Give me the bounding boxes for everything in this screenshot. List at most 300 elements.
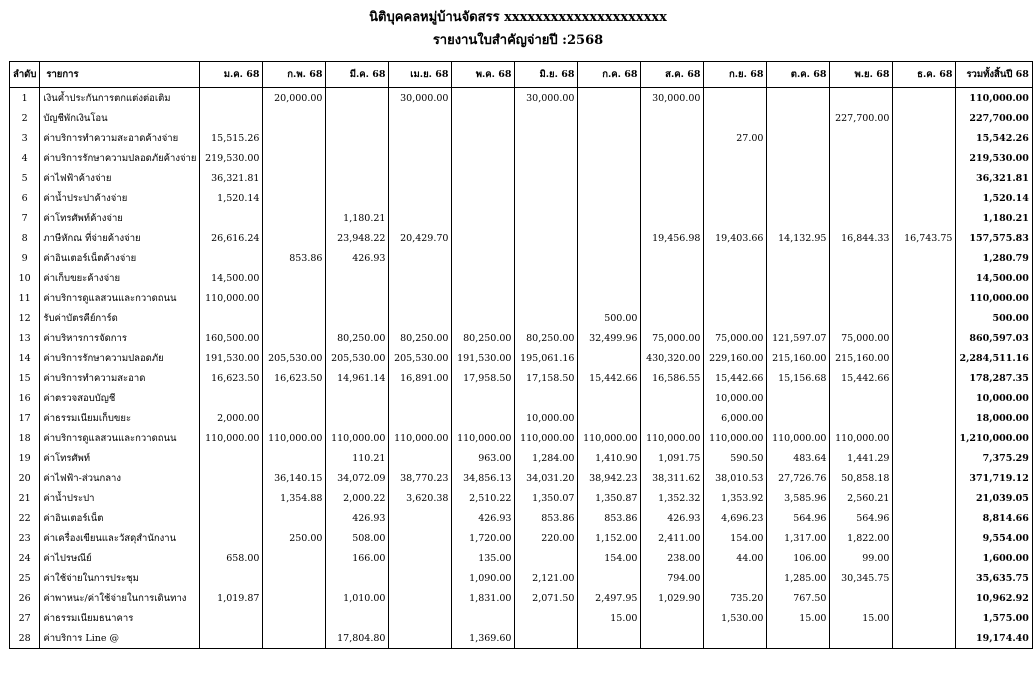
month-amount-cell (704, 208, 767, 228)
month-amount-cell (641, 408, 704, 428)
row-item-name: ค่าบริหารการจัดการ (40, 328, 200, 348)
month-amount-cell: 1,352.32 (641, 488, 704, 508)
row-item-name: ค่าไฟฟ้า-ส่วนกลาง (40, 468, 200, 488)
month-amount-cell (263, 288, 326, 308)
month-amount-cell (263, 308, 326, 328)
month-amount-cell: 1,152.00 (578, 528, 641, 548)
month-amount-cell: 110,000.00 (767, 428, 830, 448)
month-amount-cell (893, 368, 956, 388)
month-amount-cell (893, 388, 956, 408)
month-amount-cell (263, 588, 326, 608)
month-amount-cell (578, 188, 641, 208)
row-number: 15 (10, 368, 40, 388)
month-amount-cell (515, 548, 578, 568)
month-amount-cell: 15.00 (767, 608, 830, 628)
month-amount-cell: 16,586.55 (641, 368, 704, 388)
month-amount-cell: 238.00 (641, 548, 704, 568)
column-header-month: พ.ย. 68 (830, 62, 893, 88)
month-amount-cell (200, 568, 263, 588)
month-amount-cell (263, 208, 326, 228)
month-amount-cell (893, 568, 956, 588)
month-amount-cell (704, 88, 767, 109)
month-amount-cell: 16,623.50 (263, 368, 326, 388)
month-amount-cell (515, 228, 578, 248)
row-item-name: ค่าบริการดูแลสวนและกวาดถนน (40, 428, 200, 448)
month-amount-cell (200, 448, 263, 468)
month-amount-cell: 2,000.00 (200, 408, 263, 428)
row-item-name: ค่าน้ำประปาค้างจ่าย (40, 188, 200, 208)
month-amount-cell: 106.00 (767, 548, 830, 568)
table-row (10, 588, 1033, 608)
month-amount-cell (767, 248, 830, 268)
month-amount-cell (263, 328, 326, 348)
row-number: 20 (10, 468, 40, 488)
table-row (10, 148, 1033, 168)
month-amount-cell (452, 168, 515, 188)
month-amount-cell: 853.86 (263, 248, 326, 268)
month-amount-cell: 75,000.00 (641, 328, 704, 348)
month-amount-cell: 75,000.00 (830, 328, 893, 348)
column-header-no: ลำดับ (10, 62, 40, 88)
month-amount-cell (893, 608, 956, 628)
table-row (10, 448, 1033, 468)
row-item-name: ภาษีหักณ ที่จ่ายค้างจ่าย (40, 228, 200, 248)
row-item-name: ค่าน้ำประปา (40, 488, 200, 508)
month-amount-cell (578, 248, 641, 268)
month-amount-cell: 30,000.00 (641, 88, 704, 109)
month-amount-cell (200, 608, 263, 628)
row-total-cell: 219,530.00 (956, 148, 1032, 168)
month-amount-cell: 15,442.66 (704, 368, 767, 388)
month-amount-cell (641, 168, 704, 188)
month-amount-cell: 205,530.00 (263, 348, 326, 368)
month-amount-cell: 15,442.66 (578, 368, 641, 388)
month-amount-cell (263, 108, 326, 128)
row-item-name: บัญชีพักเงินโอน (40, 108, 200, 128)
month-amount-cell (893, 128, 956, 148)
expense-report-table (9, 61, 1033, 649)
row-total-cell: 227,700.00 (956, 108, 1032, 128)
month-amount-cell (578, 388, 641, 408)
month-amount-cell (578, 228, 641, 248)
month-amount-cell (641, 608, 704, 628)
month-amount-cell (767, 268, 830, 288)
row-item-name: ค่าไฟฟ้าค้างจ่าย (40, 168, 200, 188)
month-amount-cell (641, 268, 704, 288)
month-amount-cell: 658.00 (200, 548, 263, 568)
month-amount-cell: 205,530.00 (326, 348, 389, 368)
month-amount-cell (578, 108, 641, 128)
row-item-name: ค่าธรรมเนียมธนาคาร (40, 608, 200, 628)
month-amount-cell: 219,530.00 (200, 148, 263, 168)
row-total-cell: 157,575.83 (956, 228, 1032, 248)
month-amount-cell (767, 308, 830, 328)
month-amount-cell (200, 88, 263, 109)
month-amount-cell (263, 628, 326, 649)
month-amount-cell: 2,510.22 (452, 488, 515, 508)
month-amount-cell (704, 568, 767, 588)
row-number: 18 (10, 428, 40, 448)
month-amount-cell (893, 208, 956, 228)
month-amount-cell (893, 528, 956, 548)
month-amount-cell (704, 108, 767, 128)
row-number: 24 (10, 548, 40, 568)
month-amount-cell (893, 188, 956, 208)
month-amount-cell (452, 388, 515, 408)
month-amount-cell: 15,156.68 (767, 368, 830, 388)
month-amount-cell: 10,000.00 (515, 408, 578, 428)
row-total-cell: 18,000.00 (956, 408, 1032, 428)
row-number: 17 (10, 408, 40, 428)
month-amount-cell (767, 208, 830, 228)
month-amount-cell (830, 128, 893, 148)
row-total-cell: 19,174.40 (956, 628, 1032, 649)
month-amount-cell: 17,958.50 (452, 368, 515, 388)
month-amount-cell: 99.00 (830, 548, 893, 568)
row-total-cell: 178,287.35 (956, 368, 1032, 388)
month-amount-cell: 1,822.00 (830, 528, 893, 548)
column-header-total: รวมทั้งสิ้นปี 68 (956, 62, 1032, 88)
month-amount-cell (389, 388, 452, 408)
month-amount-cell (326, 568, 389, 588)
month-amount-cell (326, 108, 389, 128)
column-header-month: ธ.ค. 68 (893, 62, 956, 88)
table-row (10, 308, 1033, 328)
month-amount-cell: 20,000.00 (263, 88, 326, 109)
month-amount-cell: 19,403.66 (704, 228, 767, 248)
month-amount-cell (326, 168, 389, 188)
month-amount-cell (389, 568, 452, 588)
month-amount-cell: 426.93 (641, 508, 704, 528)
month-amount-cell (452, 88, 515, 109)
column-header-month: พ.ค. 68 (452, 62, 515, 88)
month-amount-cell (767, 288, 830, 308)
month-amount-cell: 154.00 (578, 548, 641, 568)
month-amount-cell: 1,317.00 (767, 528, 830, 548)
month-amount-cell: 110,000.00 (389, 428, 452, 448)
month-amount-cell: 426.93 (452, 508, 515, 528)
row-item-name: เงินค้ำประกันการตกแต่งต่อเติม (40, 88, 200, 109)
row-total-cell: 10,000.00 (956, 388, 1032, 408)
row-item-name: ค่าบริการ Line @ (40, 628, 200, 649)
month-amount-cell (515, 148, 578, 168)
month-amount-cell (389, 528, 452, 548)
month-amount-cell (389, 188, 452, 208)
month-amount-cell (326, 408, 389, 428)
month-amount-cell (641, 388, 704, 408)
month-amount-cell: 1,530.00 (704, 608, 767, 628)
month-amount-cell (515, 168, 578, 188)
month-amount-cell: 250.00 (263, 528, 326, 548)
month-amount-cell (893, 408, 956, 428)
month-amount-cell (389, 308, 452, 328)
month-amount-cell (893, 348, 956, 368)
month-amount-cell: 19,456.98 (641, 228, 704, 248)
row-total-cell: 2,284,511.16 (956, 348, 1032, 368)
month-amount-cell: 17,804.80 (326, 628, 389, 649)
month-amount-cell: 205,530.00 (389, 348, 452, 368)
row-item-name: ค่าใช้จ่ายในการประชุม (40, 568, 200, 588)
month-amount-cell (389, 408, 452, 428)
month-amount-cell (452, 208, 515, 228)
month-amount-cell: 590.50 (704, 448, 767, 468)
month-amount-cell (515, 128, 578, 148)
column-header-month: ก.ค. 68 (578, 62, 641, 88)
row-number: 5 (10, 168, 40, 188)
month-amount-cell (767, 188, 830, 208)
month-amount-cell: 4,696.23 (704, 508, 767, 528)
month-amount-cell (893, 148, 956, 168)
month-amount-cell: 110,000.00 (200, 428, 263, 448)
row-total-cell: 21,039.05 (956, 488, 1032, 508)
row-number: 25 (10, 568, 40, 588)
row-item-name: ค่าบริการทำความสะอาดค้างจ่าย (40, 128, 200, 148)
month-amount-cell: 195,061.16 (515, 348, 578, 368)
month-amount-cell (389, 248, 452, 268)
table-row (10, 508, 1033, 528)
month-amount-cell (452, 188, 515, 208)
month-amount-cell (578, 268, 641, 288)
month-amount-cell: 34,072.09 (326, 468, 389, 488)
month-amount-cell (893, 108, 956, 128)
row-item-name: ค่าอินเตอร์เน็ตค้างจ่าย (40, 248, 200, 268)
month-amount-cell (263, 548, 326, 568)
month-amount-cell (578, 208, 641, 228)
month-amount-cell (578, 168, 641, 188)
month-amount-cell: 38,010.53 (704, 468, 767, 488)
month-amount-cell (893, 308, 956, 328)
month-amount-cell: 15,515.26 (200, 128, 263, 148)
month-amount-cell: 6,000.00 (704, 408, 767, 428)
table-row (10, 168, 1033, 188)
month-amount-cell: 508.00 (326, 528, 389, 548)
row-number: 21 (10, 488, 40, 508)
month-amount-cell: 160,500.00 (200, 328, 263, 348)
row-item-name: ค่าเก็บขยะค้างจ่าย (40, 268, 200, 288)
month-amount-cell: 500.00 (578, 308, 641, 328)
month-amount-cell: 1,019.87 (200, 588, 263, 608)
month-amount-cell (767, 108, 830, 128)
row-item-name: ค่าเครื่องเขียนและวัสดุสำนักงาน (40, 528, 200, 548)
month-amount-cell (389, 268, 452, 288)
month-amount-cell (893, 328, 956, 348)
row-item-name: ค่าไปรษณีย์ (40, 548, 200, 568)
report-title: นิติบุคคลหมู่บ้านจัดสรร xxxxxxxxxxxxxxxxxxxxx (369, 10, 667, 25)
month-amount-cell (326, 388, 389, 408)
month-amount-cell (641, 308, 704, 328)
month-amount-cell (767, 628, 830, 649)
table-row (10, 88, 1033, 109)
month-amount-cell: 27.00 (704, 128, 767, 148)
row-total-cell: 9,554.00 (956, 528, 1032, 548)
month-amount-cell (704, 188, 767, 208)
month-amount-cell (200, 248, 263, 268)
month-amount-cell: 1,285.00 (767, 568, 830, 588)
month-amount-cell: 80,250.00 (389, 328, 452, 348)
month-amount-cell (200, 308, 263, 328)
month-amount-cell (704, 288, 767, 308)
month-amount-cell (263, 228, 326, 248)
month-amount-cell: 38,942.23 (578, 468, 641, 488)
table-row (10, 108, 1033, 128)
month-amount-cell: 2,121.00 (515, 568, 578, 588)
month-amount-cell (893, 508, 956, 528)
row-number: 8 (10, 228, 40, 248)
month-amount-cell (389, 288, 452, 308)
month-amount-cell (830, 248, 893, 268)
month-amount-cell: 15.00 (830, 608, 893, 628)
month-amount-cell: 30,000.00 (515, 88, 578, 109)
month-amount-cell (893, 628, 956, 649)
month-amount-cell (389, 128, 452, 148)
row-number: 4 (10, 148, 40, 168)
row-total-cell: 1,600.00 (956, 548, 1032, 568)
row-total-cell: 1,180.21 (956, 208, 1032, 228)
row-item-name: ค่าโทรศัพท์ (40, 448, 200, 468)
row-number: 23 (10, 528, 40, 548)
month-amount-cell (389, 588, 452, 608)
month-amount-cell (767, 408, 830, 428)
month-amount-cell (767, 168, 830, 188)
row-total-cell: 371,719.12 (956, 468, 1032, 488)
month-amount-cell: 1,010.00 (326, 588, 389, 608)
row-total-cell: 1,210,000.00 (956, 428, 1032, 448)
table-body (10, 88, 1033, 649)
row-item-name: ค่าธรรมเนียมเก็บขยะ (40, 408, 200, 428)
table-row (10, 628, 1033, 649)
column-header-month: ก.พ. 68 (263, 62, 326, 88)
table-row (10, 188, 1033, 208)
month-amount-cell: 15,442.66 (830, 368, 893, 388)
month-amount-cell: 426.93 (326, 248, 389, 268)
table-row (10, 288, 1033, 308)
month-amount-cell: 30,000.00 (389, 88, 452, 109)
month-amount-cell: 2,560.21 (830, 488, 893, 508)
month-amount-cell: 110,000.00 (263, 428, 326, 448)
month-amount-cell (893, 248, 956, 268)
month-amount-cell: 34,031.20 (515, 468, 578, 488)
month-amount-cell: 121,597.07 (767, 328, 830, 348)
month-amount-cell (830, 188, 893, 208)
month-amount-cell (515, 248, 578, 268)
month-amount-cell (200, 628, 263, 649)
month-amount-cell (263, 448, 326, 468)
month-amount-cell (578, 88, 641, 109)
month-amount-cell (200, 388, 263, 408)
month-amount-cell (641, 148, 704, 168)
month-amount-cell (326, 288, 389, 308)
month-amount-cell (578, 568, 641, 588)
table-row (10, 528, 1033, 548)
column-header-name: รายการ (40, 62, 200, 88)
month-amount-cell (641, 188, 704, 208)
row-item-name: ค่าบริการรักษาความปลอดภัย (40, 348, 200, 368)
month-amount-cell (200, 468, 263, 488)
month-amount-cell: 426.93 (326, 508, 389, 528)
row-number: 28 (10, 628, 40, 649)
table-row (10, 208, 1033, 228)
month-amount-cell: 14,132.95 (767, 228, 830, 248)
month-amount-cell: 1,354.88 (263, 488, 326, 508)
table-row (10, 468, 1033, 488)
month-amount-cell: 80,250.00 (515, 328, 578, 348)
month-amount-cell: 10,000.00 (704, 388, 767, 408)
row-total-cell: 7,375.29 (956, 448, 1032, 468)
month-amount-cell: 191,530.00 (200, 348, 263, 368)
row-number: 19 (10, 448, 40, 468)
month-amount-cell: 227,700.00 (830, 108, 893, 128)
table-row (10, 328, 1033, 348)
month-amount-cell (389, 148, 452, 168)
row-number: 13 (10, 328, 40, 348)
month-amount-cell (704, 248, 767, 268)
month-amount-cell (389, 508, 452, 528)
month-amount-cell: 1,090.00 (452, 568, 515, 588)
month-amount-cell (515, 288, 578, 308)
month-amount-cell: 853.86 (578, 508, 641, 528)
month-amount-cell: 3,620.38 (389, 488, 452, 508)
month-amount-cell: 220.00 (515, 528, 578, 548)
row-item-name: ค่าบริการรักษาความปลอดภัยค้างจ่าย (40, 148, 200, 168)
month-amount-cell (200, 108, 263, 128)
table-row (10, 248, 1033, 268)
month-amount-cell: 1,831.00 (452, 588, 515, 608)
month-amount-cell (893, 268, 956, 288)
month-amount-cell: 1,520.14 (200, 188, 263, 208)
month-amount-cell (578, 128, 641, 148)
table-row (10, 368, 1033, 388)
month-amount-cell (326, 88, 389, 109)
month-amount-cell (452, 308, 515, 328)
month-amount-cell (578, 408, 641, 428)
month-amount-cell: 44.00 (704, 548, 767, 568)
table-row (10, 408, 1033, 428)
month-amount-cell (326, 148, 389, 168)
month-amount-cell (263, 388, 326, 408)
month-amount-cell: 110,000.00 (704, 428, 767, 448)
table-row (10, 388, 1033, 408)
row-total-cell: 36,321.81 (956, 168, 1032, 188)
month-amount-cell: 110,000.00 (200, 288, 263, 308)
month-amount-cell: 853.86 (515, 508, 578, 528)
month-amount-cell: 564.96 (767, 508, 830, 528)
month-amount-cell (893, 88, 956, 109)
month-amount-cell: 110,000.00 (578, 428, 641, 448)
month-amount-cell: 34,856.13 (452, 468, 515, 488)
month-amount-cell: 963.00 (452, 448, 515, 468)
month-amount-cell (641, 248, 704, 268)
row-number: 16 (10, 388, 40, 408)
month-amount-cell (893, 588, 956, 608)
month-amount-cell (893, 288, 956, 308)
month-amount-cell (263, 508, 326, 528)
row-number: 26 (10, 588, 40, 608)
month-amount-cell (578, 348, 641, 368)
row-item-name: ค่าโทรศัพท์ค้างจ่าย (40, 208, 200, 228)
month-amount-cell (452, 268, 515, 288)
month-amount-cell (452, 248, 515, 268)
row-total-cell: 1,575.00 (956, 608, 1032, 628)
month-amount-cell (767, 148, 830, 168)
row-number: 10 (10, 268, 40, 288)
month-amount-cell: 1,350.07 (515, 488, 578, 508)
month-amount-cell: 215,160.00 (830, 348, 893, 368)
month-amount-cell: 1,029.90 (641, 588, 704, 608)
month-amount-cell (830, 88, 893, 109)
month-amount-cell: 23,948.22 (326, 228, 389, 248)
month-amount-cell (452, 128, 515, 148)
month-amount-cell: 26,616.24 (200, 228, 263, 248)
